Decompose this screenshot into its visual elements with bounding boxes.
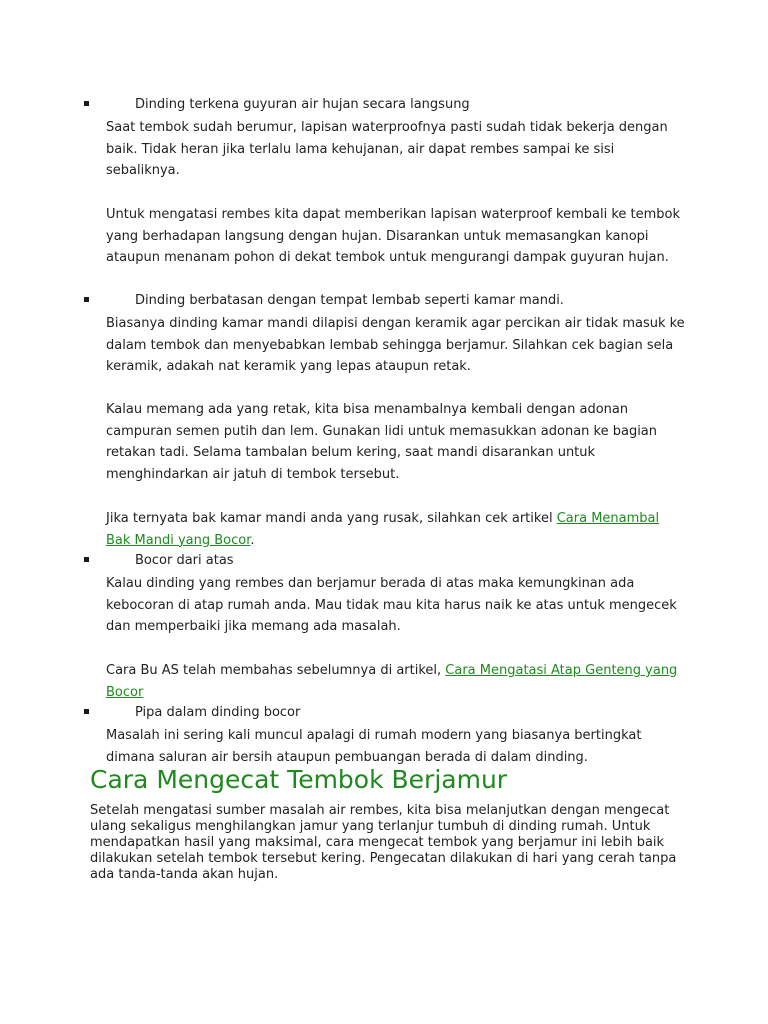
link-intro-text: Jika ternyata bak kamar mandi anda yang rusak, silahkan cek artikel bbox=[106, 511, 557, 526]
article-link-atap-genteng[interactable]: Cara Mengatasi Atap Genteng yang Bocor bbox=[106, 663, 678, 700]
bullet-text: Pipa dalam dinding bocor bbox=[135, 705, 301, 720]
section-heading: Cara Mengecat Tembok Berjamur bbox=[90, 765, 508, 794]
bullet-marker bbox=[84, 557, 89, 562]
paragraph-with-link bbox=[106, 660, 686, 703]
paragraph: Kalau memang ada yang retak, kita bisa menambalnya kembali dengan adonan campuran semen putih dan lem. Gunakan lidi untuk memasukkan adonan ke bagian retakan tadi. Selama tambalan belum kering, saat mandi disarankan untuk menghindarkan air jatuh di tembok tersebut. bbox=[106, 402, 658, 483]
paragraph-with-link bbox=[106, 508, 686, 551]
bullet-item bbox=[0, 291, 768, 311]
bullet-item bbox=[0, 551, 768, 571]
bullet-text: Dinding terkena guyuran air hujan secara langsung bbox=[135, 97, 470, 112]
bullet-marker bbox=[84, 297, 89, 302]
link-end-punctuation: . bbox=[250, 532, 255, 548]
bullet-item bbox=[0, 95, 768, 115]
article-link-bak-mandi[interactable]: Cara Menambal Bak Mandi yang Bocor bbox=[106, 511, 660, 548]
paragraph: Saat tembok sudah berumur, lapisan waterproofnya pasti sudah tidak bekerja dengan baik. Tidak heran jika terlalu lama kehujanan, air dapat rembes sampai ke sisi sebaliknya. bbox=[106, 120, 668, 179]
link-intro-text: Cara Bu AS telah membahas sebelumnya di artikel, bbox=[106, 663, 446, 678]
paragraph: Untuk mengatasi rembes kita dapat memberikan lapisan waterproof kembali ke tembok yang berhadapan langsung dengan hujan. Disarankan untuk memasangkan kanopi ataupun menanam pohon di dekat tembok untuk mengurangi dampak guyuran hujan. bbox=[106, 207, 681, 266]
paragraph: Masalah ini sering kali muncul apalagi di rumah modern yang biasanya bertingkat dimana saluran air bersih ataupun pembuangan berada di dalam dinding. bbox=[106, 728, 642, 765]
bullet-text: Bocor dari atas bbox=[135, 553, 234, 568]
bullet-marker bbox=[84, 101, 89, 106]
paragraph: Kalau dinding yang rembes dan berjamur berada di atas maka kemungkinan ada kebocoran di atap rumah anda. Mau tidak mau kita harus naik ke atas untuk mengecek dan memperbaiki jika memang ada masalah. bbox=[106, 576, 677, 635]
paragraph: Biasanya dinding kamar mandi dilapisi dengan keramik agar percikan air tidak masuk ke dalam tembok dan menyebabkan lembab sehingga berjamur. Silahkan cek bagian sela keramik, adakah nat keramik yang lepas ataupun retak. bbox=[106, 316, 685, 375]
bullet-item bbox=[0, 703, 768, 723]
bullet-text: Dinding berbatasan dengan tempat lembab seperti kamar mandi. bbox=[135, 293, 564, 308]
bullet-marker bbox=[84, 709, 89, 714]
final-paragraph: Setelah mengatasi sumber masalah air rembes, kita bisa melanjutkan dengan mengecat ulang sekaligus menghilangkan jamur yang terlanjur tumbuh di dinding rumah. Untuk mendapatkan hasil yang maksimal, cara mengecat tembok yang berjamur ini lebih baik dilakukan setelah tembok tersebut kering. Pengecatan dilakukan di hari yang cerah tanpa ada tanda-tanda akan hujan. bbox=[90, 803, 677, 882]
